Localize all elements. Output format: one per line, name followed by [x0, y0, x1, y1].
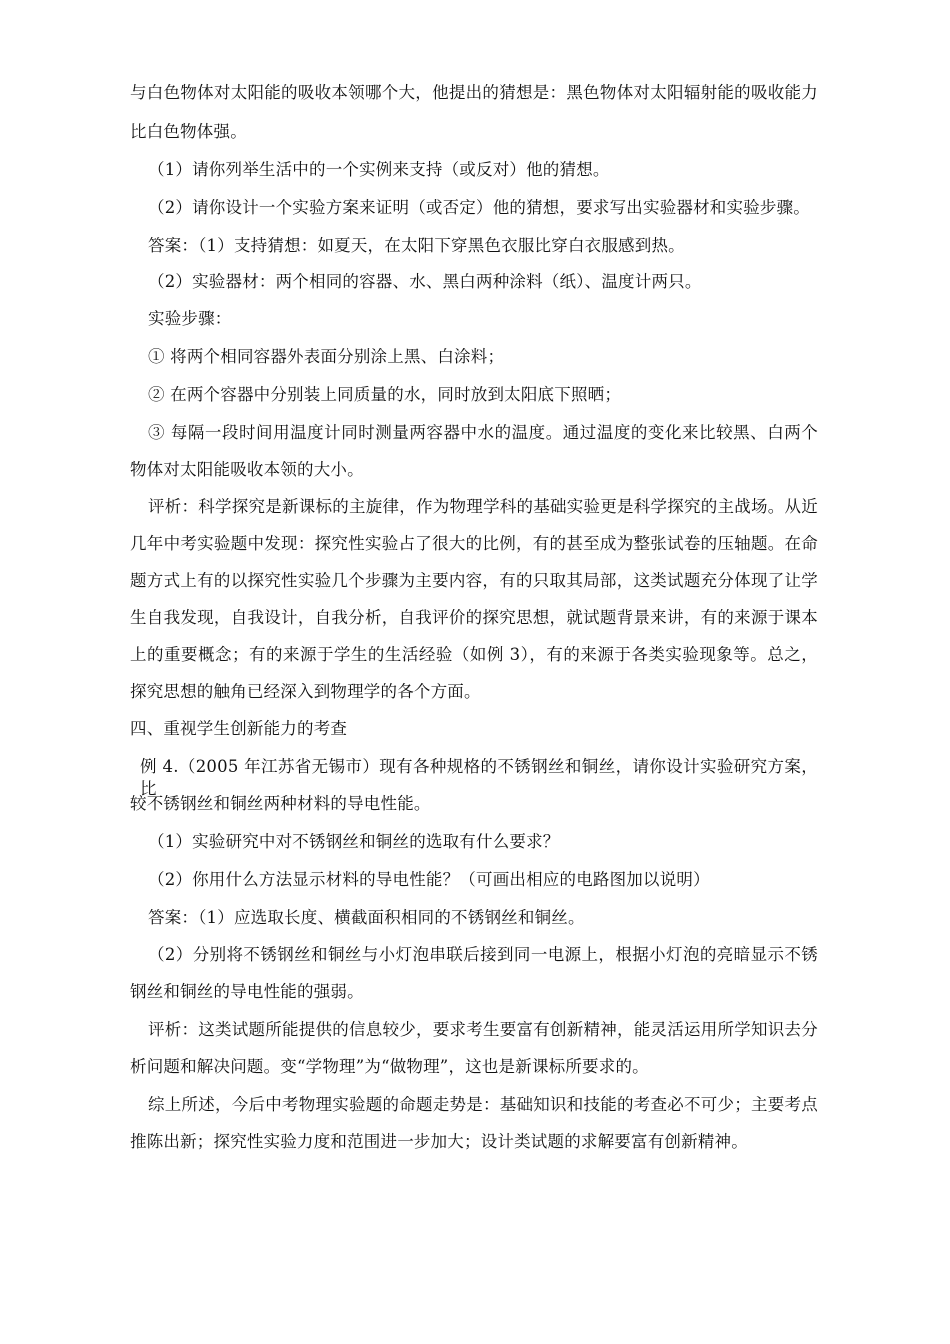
commentary-line: 析问题和解决问题。变“学物理”为“做物理”，这也是新课标所要求的。 [130, 1057, 649, 1076]
commentary-line: 评析：科学探究是新课标的主旋律，作为物理学科的基础实验更是科学探究的主战场。从近 [148, 497, 818, 516]
commentary-line: 生自我发现，自我设计，自我分析，自我评价的探究思想，就试题背景来讲，有的来源于课本 [130, 608, 818, 627]
steps-heading: 实验步骤： [148, 309, 232, 328]
paragraph-line: 与白色物体对太阳能的吸收本领哪个大，他提出的猜想是：黑色物体对太阳辐射能的吸收能力 [130, 83, 818, 102]
answer-line: 答案：（1）应选取长度、横截面积相同的不锈钢丝和铜丝。 [148, 908, 585, 927]
summary-line: 综上所述，今后中考物理实验题的命题走势是：基础知识和技能的考查必不可少；主要考点 [148, 1095, 818, 1114]
example-line: 较不锈钢丝和铜丝两种材料的导电性能。 [130, 794, 431, 813]
step-item: ② 在两个容器中分别装上同质量的水，同时放到太阳底下照晒； [148, 385, 622, 404]
commentary-line: 题方式上有的以探究性实验几个步骤为主要内容，有的只取其局部，这类试题充分体现了让学 [130, 571, 818, 590]
commentary-line: 探究思想的触角已经深入到物理学的各个方面。 [130, 682, 481, 701]
paragraph-line: 比白色物体强。 [130, 122, 247, 141]
answer-line: 钢丝和铜丝的导电性能的强弱。 [130, 982, 364, 1001]
paragraph-line: 物体对太阳能吸收本领的大小。 [130, 460, 364, 479]
commentary-line: 上的重要概念；有的来源于学生的生活经验（如例 3），有的来源于各类实验现象等。总之， [130, 645, 818, 664]
question-item: （1）实验研究中对不锈钢丝和铜丝的选取有什么要求？ [148, 832, 560, 851]
question-item: （1）请你列举生活中的一个实例来支持（或反对）他的猜想。 [148, 160, 610, 179]
answer-line: 答案：（1）支持猜想：如夏天，在太阳下穿黑色衣服比穿白衣服感到热。 [148, 236, 685, 255]
answer-line: （2）实验器材：两个相同的容器、水、黑白两种涂料（纸）、温度计两只。 [148, 272, 702, 291]
step-item: ③ 每隔一段时间用温度计同时测量两容器中水的温度。通过温度的变化来比较黑、白两个 [148, 423, 818, 442]
answer-line: （2）分别将不锈钢丝和铜丝与小灯泡串联后接到同一电源上，根据小灯泡的亮暗显示不锈 [148, 945, 818, 964]
summary-line: 推陈出新；探究性实验力度和范围进一步加大；设计类试题的求解要富有创新精神。 [130, 1132, 748, 1151]
commentary-line: 几年中考实验题中发现：探究性实验占了很大的比例，有的甚至成为整张试卷的压轴题。在命 [130, 534, 818, 553]
example-line: 例 4.（2005 年江苏省无锡市）现有各种规格的不锈钢丝和铜丝，请你设计实验研究方案，比 [140, 757, 818, 798]
commentary-line: 评析：这类试题所能提供的信息较少，要求考生要富有创新精神，能灵活运用所学知识去分 [148, 1020, 818, 1039]
question-item: （2）你用什么方法显示材料的导电性能？（可画出相应的电路图加以说明） [148, 870, 710, 889]
section-heading: 四、重视学生创新能力的考查 [130, 719, 348, 738]
question-item: （2）请你设计一个实验方案来证明（或否定）他的猜想，要求写出实验器材和实验步骤。 [148, 198, 810, 217]
step-item: ① 将两个相同容器外表面分别涂上黑、白涂料； [148, 347, 505, 366]
